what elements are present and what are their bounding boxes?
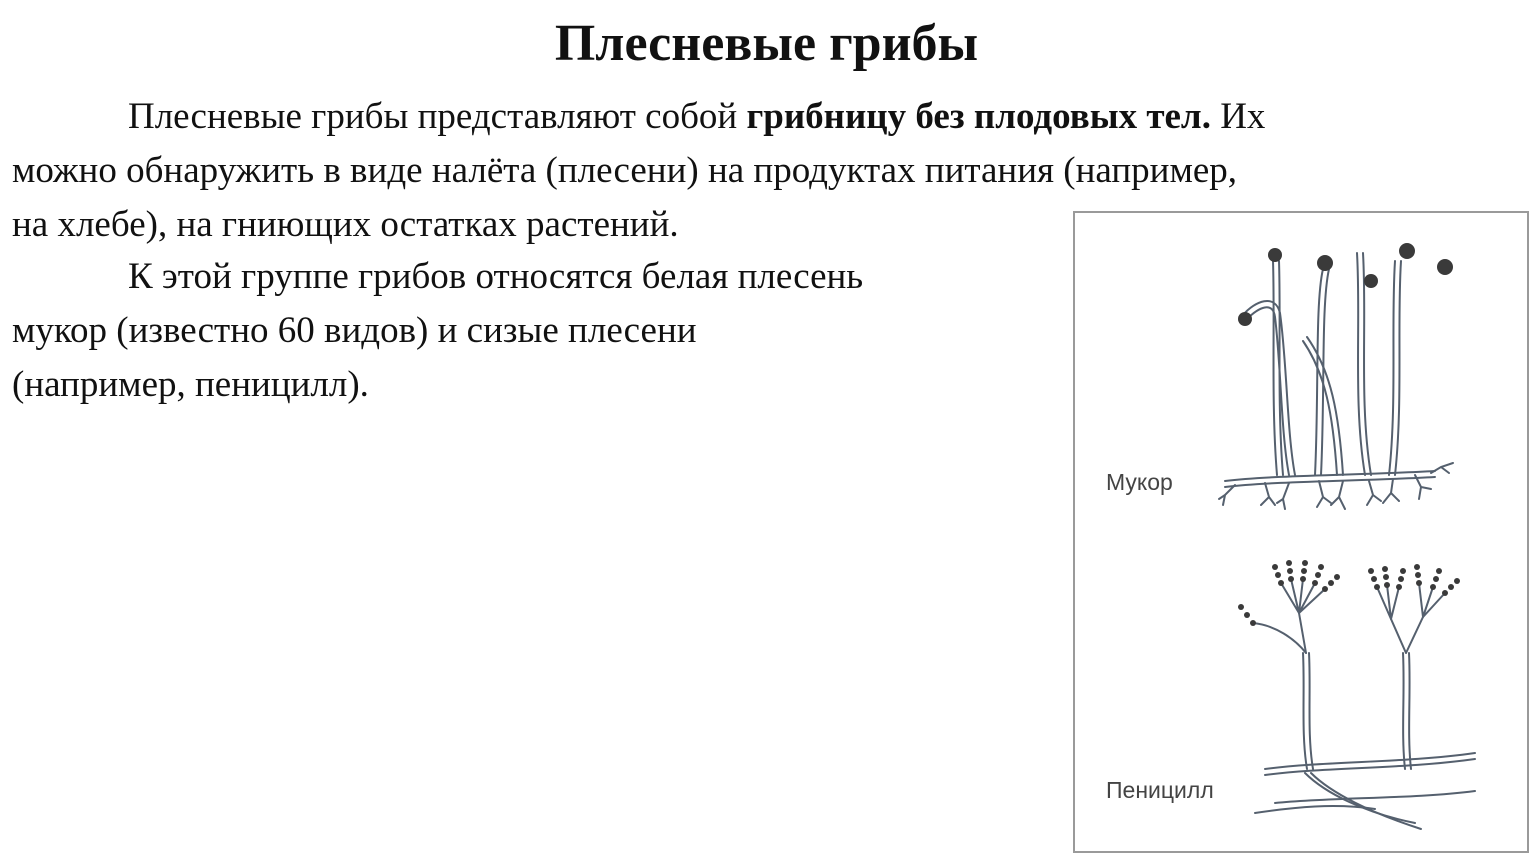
intro-line-2: можно обнаружить в виде налёта (плесени) на продуктах питания (например, xyxy=(12,150,1238,191)
groups-line-3: (например, пеницилл). xyxy=(12,364,369,405)
mucor-sporangia xyxy=(1238,243,1453,326)
penicillium-conidia xyxy=(1238,560,1460,626)
mold-illustration xyxy=(1073,211,1529,853)
penicillium-drawing xyxy=(1253,579,1475,829)
intro-text-a: Плесневые грибы представляют собой xyxy=(128,96,747,137)
label-mucor: Мукор xyxy=(1106,469,1173,495)
mold-drawing xyxy=(1075,213,1527,851)
paragraph-groups xyxy=(12,250,1052,412)
intro-bold-text: грибницу без плодовых тел. xyxy=(746,96,1211,137)
groups-line-1: К этой группе грибов относятся белая плесень xyxy=(128,256,864,297)
page-title: Плесневые грибы xyxy=(554,15,979,72)
groups-line-2: мукор (известно 60 видов) и сизые плесени xyxy=(12,310,697,351)
label-penicillium: Пеницилл xyxy=(1106,777,1214,803)
intro-text-b: Их xyxy=(1210,96,1266,137)
mucor-drawing xyxy=(1219,253,1453,509)
intro-line-3: на хлебе), на гниющих остатках растений. xyxy=(12,204,679,245)
